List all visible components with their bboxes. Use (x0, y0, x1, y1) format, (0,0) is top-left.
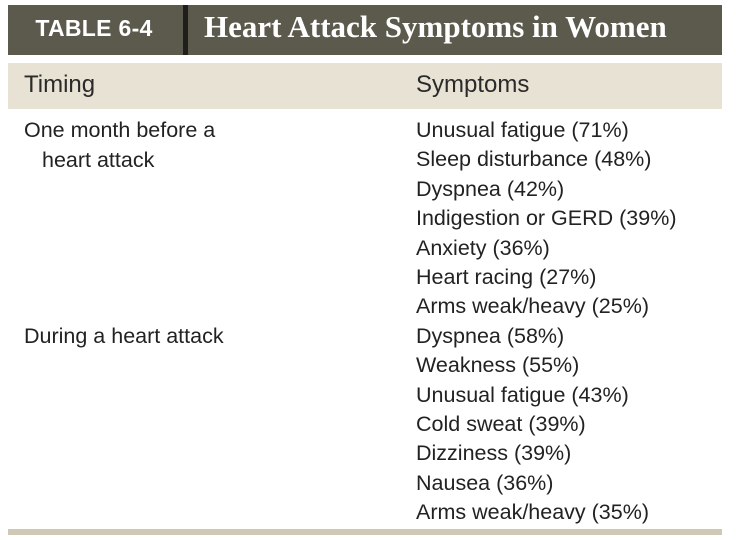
symptom-item: Weakness (55%) (416, 353, 580, 378)
table-number-label: TABLE 6-4 (35, 15, 153, 41)
symptom-item: Dizziness (39%) (416, 441, 572, 466)
timing-line: One month before a (24, 118, 216, 142)
symptom-item: Dyspnea (58%) (416, 323, 565, 348)
column-header-row (8, 63, 722, 109)
symptom-item: Arms weak/heavy (35%) (416, 500, 649, 525)
symptoms-table (8, 5, 722, 538)
symptom-item: Indigestion or GERD (39%) (416, 206, 677, 231)
symptom-item: Dyspnea (42%) (416, 176, 565, 201)
symptom-item: Arms weak/heavy (25%) (416, 294, 649, 319)
symptoms-list (416, 116, 677, 528)
symptom-item: Heart racing (27%) (416, 265, 597, 290)
symptom-item: Anxiety (36%) (416, 235, 550, 260)
table-bottom-rule (8, 529, 722, 535)
symptom-item: Unusual fatigue (43%) (416, 382, 629, 407)
column-header-timing: Timing (24, 71, 96, 98)
symptom-item: Unusual fatigue (71%) (416, 118, 629, 142)
symptom-item: Nausea (36%) (416, 470, 554, 495)
table-title-bar (8, 5, 722, 55)
column-header-symptoms: Symptoms (416, 71, 530, 98)
timing-line: heart attack (42, 147, 155, 172)
table-title: Heart Attack Symptoms in Women (204, 9, 667, 44)
timing-line: During a heart attack (24, 323, 224, 348)
title-divider (183, 5, 188, 55)
symptom-item: Cold sweat (39%) (416, 412, 586, 437)
timing-cell-one-month-before (24, 116, 394, 175)
timing-cell-during-attack (24, 322, 394, 352)
symptom-item: Sleep disturbance (48%) (416, 147, 652, 172)
